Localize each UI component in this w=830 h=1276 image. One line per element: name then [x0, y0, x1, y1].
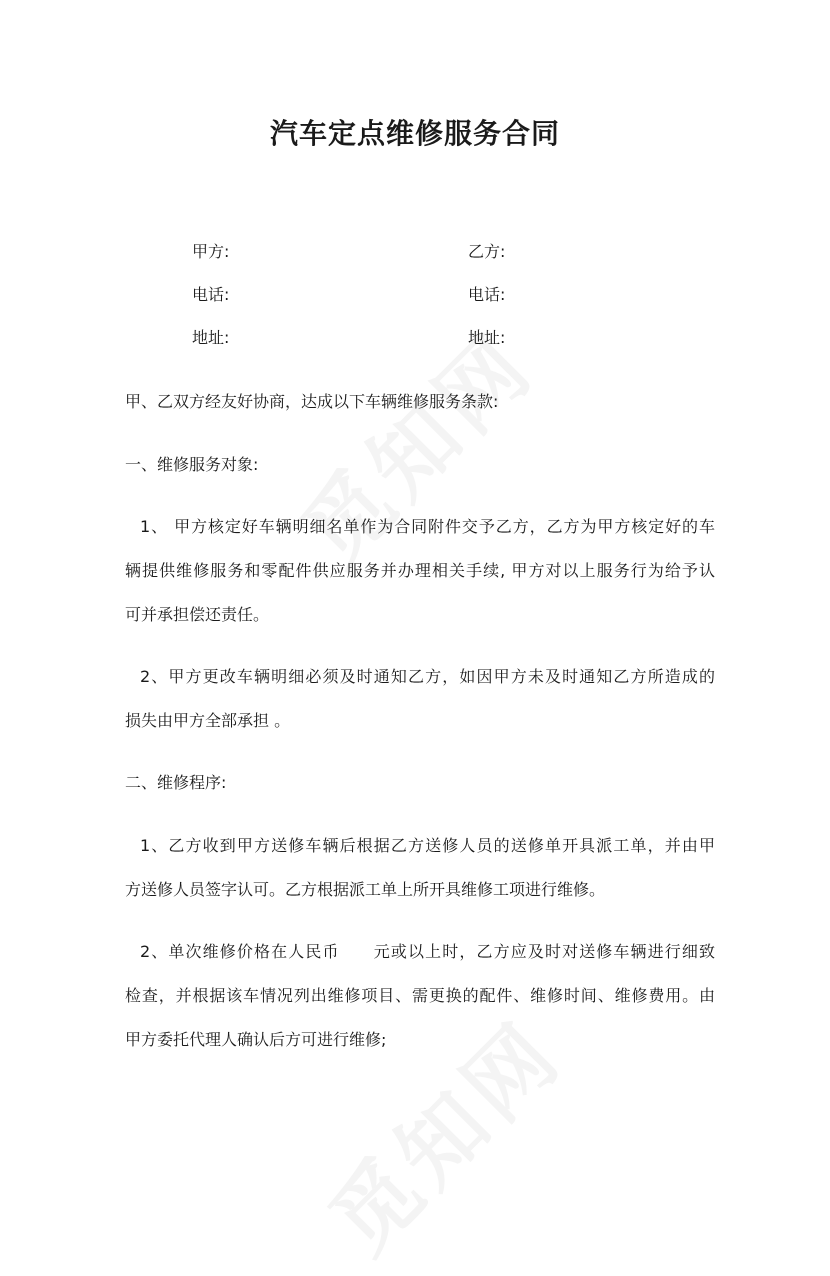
section-2-item-2-line-2: 检查，并根据该车情况列出维修项目、需更换的配件、维修时间、维修费用。由	[125, 986, 715, 1005]
section-1-item-1-line-2: 辆提供维修服务和零配件供应服务并办理相关手续, 甲方对以上服务行为给予认	[125, 561, 715, 580]
party-b-address-label: 地址:	[468, 328, 506, 347]
party-a-label: 甲方:	[192, 242, 230, 261]
section-2-item-1-line-2: 方送修人员签字认可。乙方根据派工单上所开具维修工项进行维修。	[125, 880, 606, 899]
section-1-item-1-line-1: 1、 甲方核定好车辆明细名单作为合同附件交予乙方，乙方为甲方核定好的车	[140, 517, 715, 536]
section-1-item-2-line-1: 2、甲方更改车辆明细必须及时通知乙方，如因甲方未及时通知乙方所造成的	[140, 667, 715, 686]
section-1-heading: 一、维修服务对象:	[125, 455, 259, 474]
section-2-heading: 二、维修程序:	[125, 773, 227, 792]
document-title: 汽车定点维修服务合同	[269, 117, 560, 150]
section-2-item-2-line-3: 甲方委托代理人确认后方可进行维修;	[125, 1030, 387, 1049]
section-1-item-2-line-2: 损失由甲方全部承担 。	[125, 711, 291, 730]
party-b-phone-label: 电话:	[468, 285, 506, 304]
party-a-address-label: 地址:	[192, 328, 230, 347]
party-b-label: 乙方:	[468, 242, 506, 261]
section-1-item-1-line-3: 可并承担偿还责任。	[125, 605, 270, 624]
intro-paragraph: 甲、乙双方经友好协商，达成以下车辆维修服务条款:	[125, 392, 499, 411]
section-2-item-1-line-1: 1、乙方收到甲方送修车辆后根据乙方送修人员的送修单开具派工单，并由甲	[140, 836, 715, 855]
party-a-phone-label: 电话:	[192, 285, 230, 304]
section-2-item-2-line-1: 2、单次维修价格在人民币 元或以上时，乙方应及时对送修车辆进行细致	[140, 942, 715, 961]
